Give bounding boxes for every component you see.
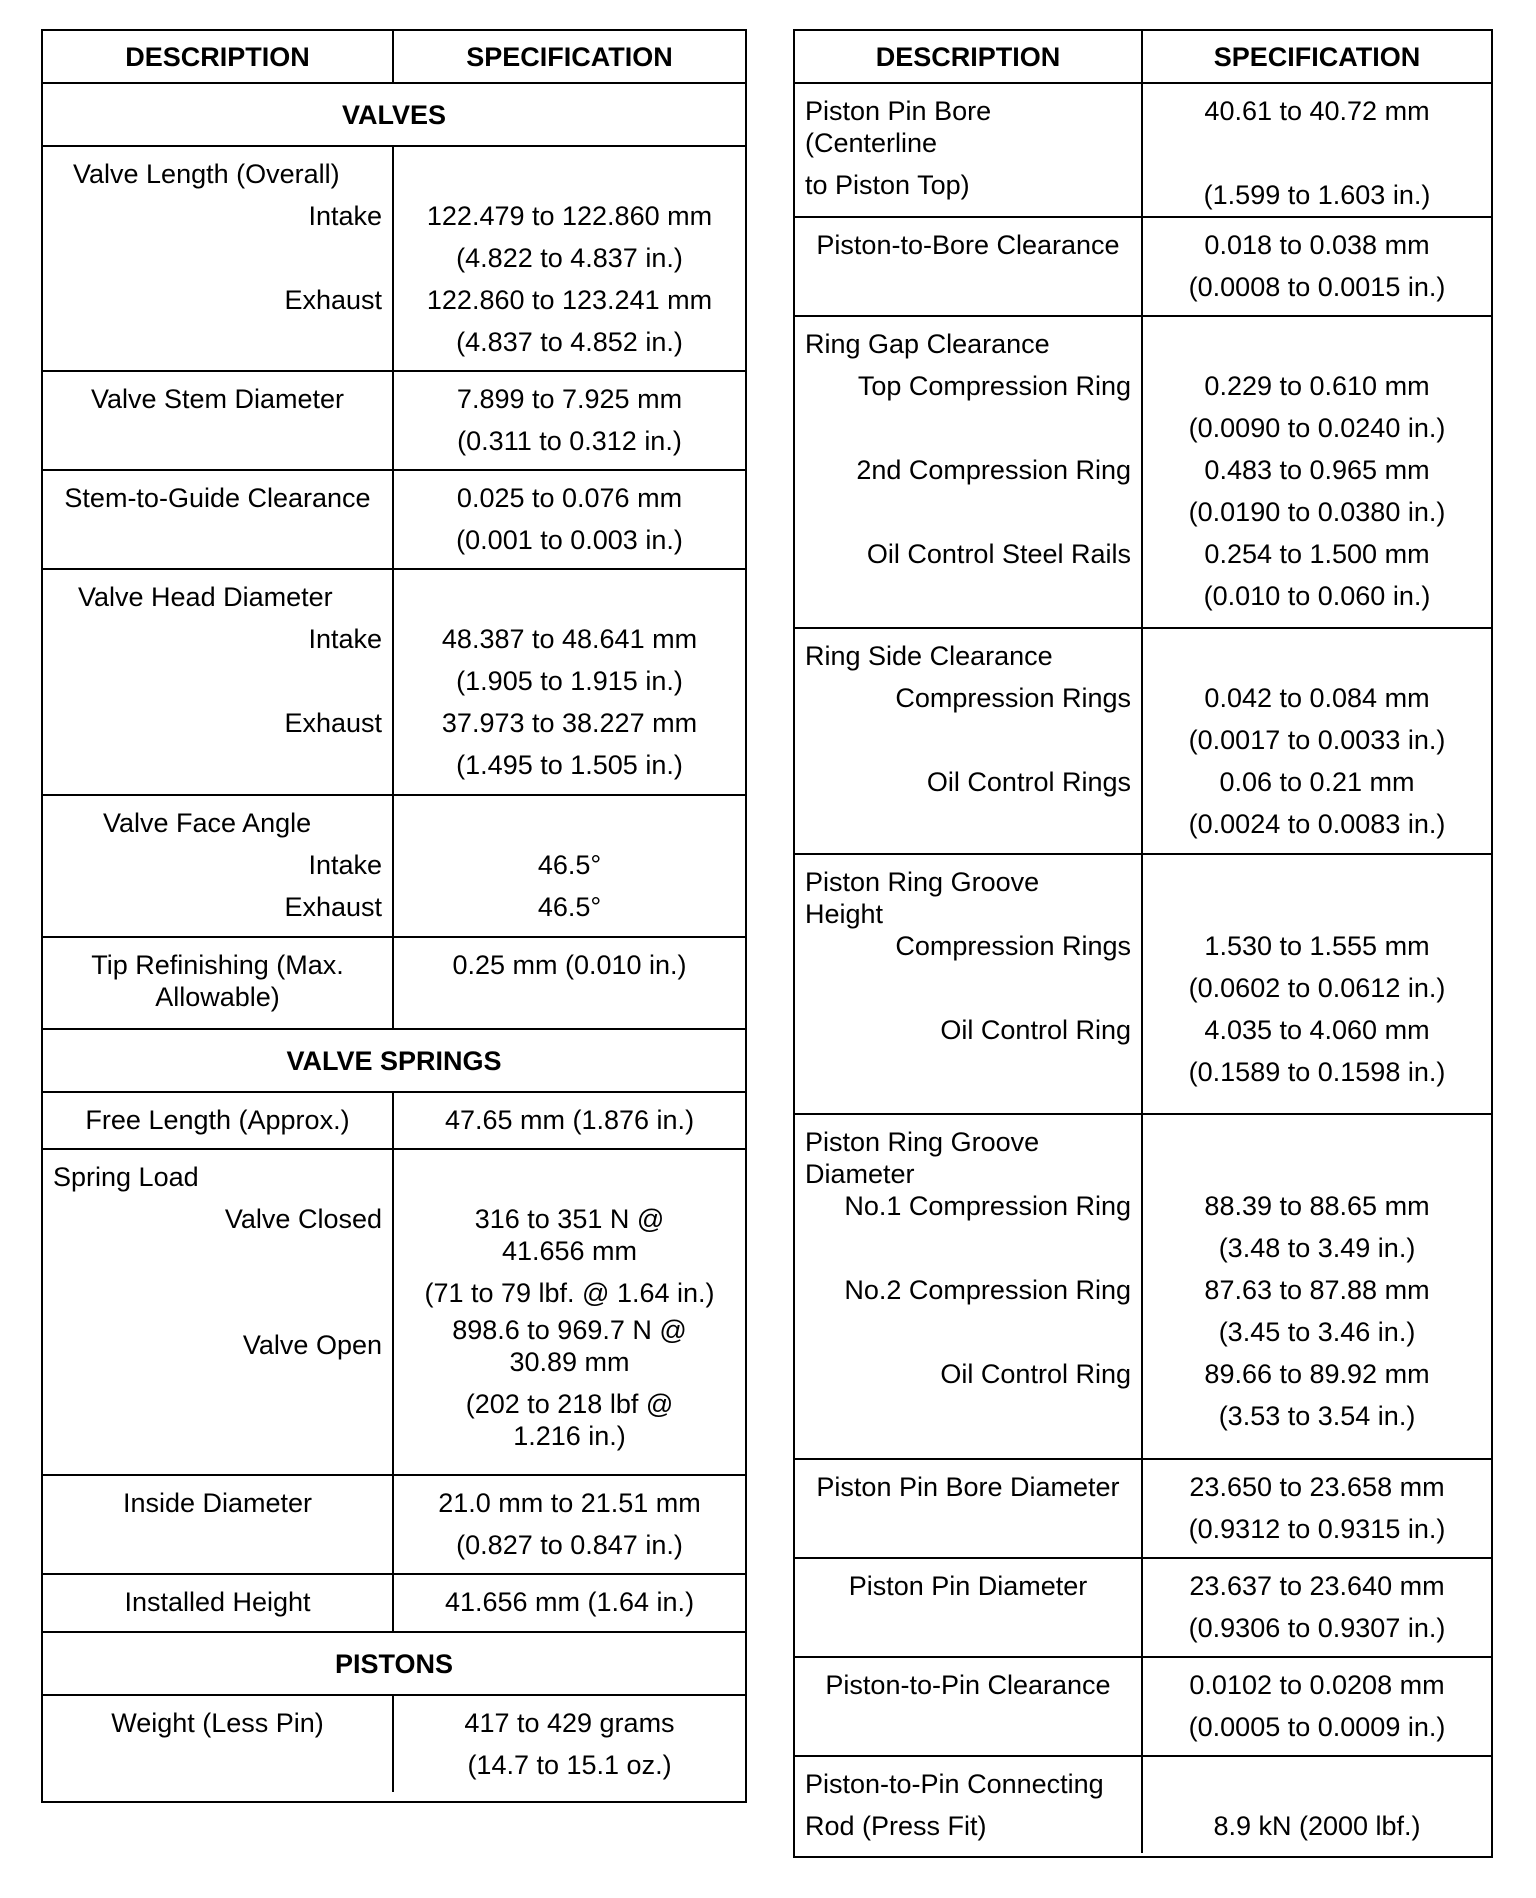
header-row	[43, 31, 745, 84]
spec-value: (0.311 to 0.312 in.)	[457, 426, 682, 456]
valves-section-title: VALVES	[341, 100, 447, 130]
spec-value: 0.025 to 0.076 mm	[456, 483, 683, 513]
spec-sublabel: Oil Control Steel Rails	[866, 539, 1131, 569]
spec-sublabel: 2nd Compression Ring	[856, 455, 1131, 485]
valve-springs-section-title: VALVE SPRINGS	[286, 1046, 502, 1076]
spec-label: Ring Gap Clearance	[805, 329, 1050, 359]
left-spec-table	[41, 29, 747, 1803]
spec-value: 47.65 mm (1.876 in.)	[444, 1105, 695, 1135]
pistons-section-title: PISTONS	[334, 1649, 454, 1679]
section-row	[43, 1030, 745, 1093]
spec-value: 0.254 to 1.500 mm	[1204, 539, 1430, 569]
spec-label: Piston Pin Diameter	[848, 1571, 1088, 1601]
spec-value: 8.9 kN (2000 lbf.)	[1213, 1811, 1421, 1841]
spec-row-groove-height	[795, 855, 1491, 1115]
spec-sublabel: Exhaust	[284, 285, 382, 315]
spec-value: (3.48 to 3.49 in.)	[1218, 1233, 1416, 1263]
spec-label: Stem-to-Guide Clearance	[64, 483, 371, 513]
spec-value: (71 to 79 lbf. @ 1.64 in.)	[424, 1278, 715, 1308]
spec-value: 122.479 to 122.860 mm	[426, 201, 713, 231]
spec-value: 87.63 to 87.88 mm	[1204, 1275, 1430, 1305]
spec-sublabel: Intake	[308, 201, 382, 231]
spec-value: (0.001 to 0.003 in.)	[456, 525, 683, 555]
spec-value: (0.9312 to 0.9315 in.)	[1188, 1514, 1446, 1544]
spec-value: 37.973 to 38.227 mm	[441, 708, 698, 738]
spec-value: 46.5°	[537, 892, 602, 922]
spec-row-ring-gap	[795, 317, 1491, 629]
spec-value: (3.45 to 3.46 in.)	[1218, 1317, 1416, 1347]
spec-row-stem-guide	[43, 471, 745, 570]
spec-label: Installed Height	[124, 1587, 311, 1617]
spec-sublabel: Compression Rings	[895, 683, 1131, 713]
spec-value: (3.53 to 3.54 in.)	[1218, 1401, 1416, 1431]
spec-value: 40.61 to 40.72 mm	[1204, 96, 1430, 126]
spec-label: Tip Refinishing (Max. Allowable)	[91, 950, 344, 1012]
spec-value: 23.650 to 23.658 mm	[1189, 1472, 1445, 1502]
spec-label: Piston Ring Groove Height	[805, 867, 1040, 929]
spec-value: (0.010 to 0.060 in.)	[1203, 581, 1431, 611]
spec-sublabel: Intake	[308, 624, 382, 654]
spec-label: Piston-to-Bore Clearance	[816, 230, 1120, 260]
spec-label: Spring Load	[53, 1162, 199, 1192]
spec-sublabel: Compression Rings	[895, 931, 1131, 961]
right-spec-table	[793, 29, 1493, 1858]
spec-label: Rod (Press Fit)	[805, 1811, 987, 1841]
spec-sublabel: Oil Control Rings	[926, 767, 1131, 797]
spec-value: 0.06 to 0.21 mm	[1219, 767, 1415, 797]
spec-label: Weight (Less Pin)	[111, 1708, 324, 1738]
spec-sublabel: Exhaust	[284, 708, 382, 738]
spec-value: (0.0190 to 0.0380 in.)	[1188, 497, 1446, 527]
spec-label: Inside Diameter	[122, 1488, 313, 1518]
specification-header: SPECIFICATION	[466, 42, 673, 72]
spec-value: (1.905 to 1.915 in.)	[456, 666, 683, 696]
spec-value: (0.1589 to 0.1598 in.)	[1188, 1057, 1446, 1087]
spec-row-stem-diameter	[43, 372, 745, 471]
spec-row-press-fit	[795, 1757, 1491, 1853]
spec-value: 0.042 to 0.084 mm	[1204, 683, 1430, 713]
spec-value: (14.7 to 15.1 oz.)	[467, 1750, 672, 1780]
spec-value: (0.0024 to 0.0083 in.)	[1188, 809, 1446, 839]
header-row	[795, 31, 1491, 84]
spec-label: Valve Head Diameter	[78, 582, 333, 612]
spec-value: (202 to 218 lbf @ 1.216 in.)	[465, 1389, 674, 1451]
spec-value: 0.018 to 0.038 mm	[1204, 230, 1430, 260]
spec-value: (4.837 to 4.852 in.)	[456, 327, 683, 357]
spec-row-face-angle	[43, 796, 745, 938]
spec-value: (0.0602 to 0.0612 in.)	[1188, 973, 1446, 1003]
spec-sublabel: Valve Closed	[224, 1204, 382, 1234]
spec-row-pin-bore-diameter	[795, 1460, 1491, 1559]
spec-row-pin-diameter	[795, 1559, 1491, 1658]
spec-value: 7.899 to 7.925 mm	[456, 384, 683, 414]
section-row	[43, 1633, 745, 1696]
spec-value: 23.637 to 23.640 mm	[1189, 1571, 1445, 1601]
description-header: DESCRIPTION	[795, 31, 1143, 82]
spec-sublabel: Exhaust	[284, 892, 382, 922]
spec-row-installed-height	[43, 1575, 745, 1633]
section-row	[43, 84, 745, 147]
spec-row-groove-diameter	[795, 1115, 1491, 1460]
spec-label: to Piston Top)	[805, 170, 970, 200]
spec-row-inside-diameter	[43, 1476, 745, 1575]
spec-row-pin-bore-centerline	[795, 84, 1491, 218]
spec-label: Piston Pin Bore (Centerline	[805, 96, 992, 158]
spec-sublabel: No.2 Compression Ring	[844, 1275, 1131, 1305]
spec-label: Valve Face Angle	[103, 808, 312, 838]
spec-label: Valve Stem Diameter	[90, 384, 345, 414]
spec-value: 0.229 to 0.610 mm	[1204, 371, 1430, 401]
spec-value: 46.5°	[537, 850, 602, 880]
spec-value: 88.39 to 88.65 mm	[1204, 1191, 1430, 1221]
spec-value: (0.0017 to 0.0033 in.)	[1188, 725, 1446, 755]
spec-row-pin-clearance	[795, 1658, 1491, 1757]
spec-value: (0.0005 to 0.0009 in.)	[1188, 1712, 1446, 1742]
spec-row-tip-refinishing	[43, 938, 745, 1030]
spec-value: (0.9306 to 0.9307 in.)	[1188, 1613, 1446, 1643]
description-header: DESCRIPTION	[43, 31, 394, 82]
spec-row-piston-bore	[795, 218, 1491, 317]
spec-row-free-length	[43, 1093, 745, 1150]
spec-value: (0.0008 to 0.0015 in.)	[1188, 272, 1446, 302]
spec-value: 41.656 mm (1.64 in.)	[444, 1587, 695, 1617]
spec-row-head-diameter	[43, 570, 745, 796]
spec-label: Piston-to-Pin Connecting	[805, 1769, 1104, 1799]
spec-sublabel: Intake	[308, 850, 382, 880]
spec-label: Piston Pin Bore Diameter	[816, 1472, 1120, 1502]
spec-row-weight	[43, 1696, 745, 1792]
spec-value: 898.6 to 969.7 N @ 30.89 mm	[452, 1315, 687, 1377]
spec-value: 0.483 to 0.965 mm	[1204, 455, 1430, 485]
spec-value: (0.827 to 0.847 in.)	[456, 1530, 683, 1560]
spec-label: Free Length (Approx.)	[85, 1105, 350, 1135]
spec-sublabel: Top Compression Ring	[857, 371, 1131, 401]
spec-label: Valve Length (Overall)	[73, 159, 340, 189]
spec-row-valve-length	[43, 147, 745, 372]
spec-row-ring-side	[795, 629, 1491, 855]
spec-value: 0.0102 to 0.0208 mm	[1189, 1670, 1445, 1700]
spec-value: 122.860 to 123.241 mm	[426, 285, 713, 315]
spec-value: 1.530 to 1.555 mm	[1204, 931, 1430, 961]
spec-sublabel: Valve Open	[242, 1330, 382, 1360]
spec-value: 48.387 to 48.641 mm	[441, 624, 698, 654]
spec-value: (4.822 to 4.837 in.)	[456, 243, 683, 273]
spec-value: 417 to 429 grams	[464, 1708, 675, 1738]
spec-sublabel: Oil Control Ring	[940, 1359, 1131, 1389]
specification-header: SPECIFICATION	[1213, 42, 1421, 72]
spec-value: 0.25 mm (0.010 in.)	[452, 950, 687, 980]
spec-label: Piston-to-Pin Clearance	[825, 1670, 1111, 1700]
spec-value: 4.035 to 4.060 mm	[1204, 1015, 1430, 1045]
spec-value: 21.0 mm to 21.51 mm	[438, 1488, 701, 1518]
spec-value: (0.0090 to 0.0240 in.)	[1188, 413, 1446, 443]
spec-label: Ring Side Clearance	[805, 641, 1053, 671]
spec-value: 89.66 to 89.92 mm	[1204, 1359, 1430, 1389]
spec-sublabel: Oil Control Ring	[940, 1015, 1131, 1045]
spec-row-spring-load	[43, 1150, 745, 1476]
spec-value: (1.495 to 1.505 in.)	[456, 750, 683, 780]
spec-label: Piston Ring Groove Diameter	[805, 1127, 1040, 1189]
spec-sublabel: No.1 Compression Ring	[844, 1191, 1131, 1221]
spec-value: (1.599 to 1.603 in.)	[1203, 180, 1431, 210]
spec-value: 316 to 351 N @ 41.656 mm	[474, 1204, 665, 1266]
